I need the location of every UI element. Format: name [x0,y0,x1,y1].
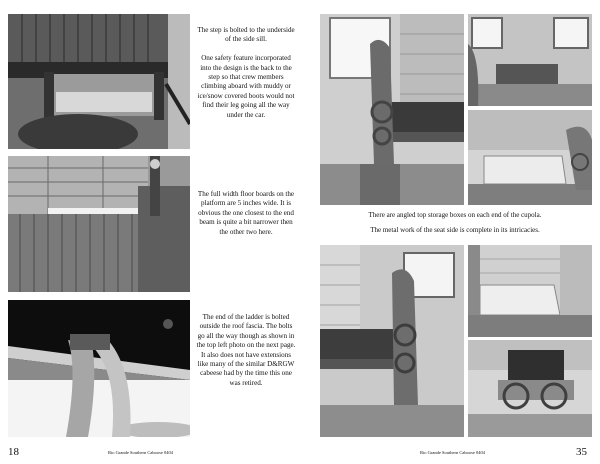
caption-step: The step is bolted to the underside of the side sill. One safety feature incorporated into the design is the back to the step so that crew members climbing aboard with muddy or ice/snow covered boots would not find their leg going all the way under the car. [197,26,295,119]
page-number-left: 18 [8,446,19,458]
footer-right: Rio Grande Southern Caboose 0404 [420,450,485,455]
photo-cupola-seat-top [320,14,464,205]
photo-cupola-window-upper [468,14,592,106]
right-page [300,0,600,464]
photo-seat-metal-side [468,340,592,437]
page-number-right: 35 [576,446,587,458]
photo-cupola-seat-lower [320,245,464,437]
photo-cupola-storage-box [468,110,592,205]
photo-storage-box-lower [468,245,592,337]
photo-platform-floor-boards [8,156,190,292]
photo-ladder-roof-fascia [8,300,190,437]
footer-left: Rio Grande Southern Caboose 0404 [108,450,173,455]
photo-step-under-sill [8,14,190,149]
caption-seat-metalwork: The metal work of the seat side is complete in its intricacies. [370,226,540,234]
caption-ladder: The end of the ladder is bolted outside the roof fascia. The bolts go all the way though as shown in the top left photo on the next page. It also does not have extensions like many of the similar D&RGW cabeese had by the time this one was retired. [196,313,296,387]
caption-floor-boards: The full width floor boards on the platform are 5 inches wide. It is obvious the one closest to the end beam is quite a bit narrower then the other two here. [197,190,295,236]
caption-cupola-storage: There are angled top storage boxes on each end of the cupola. [368,211,542,219]
